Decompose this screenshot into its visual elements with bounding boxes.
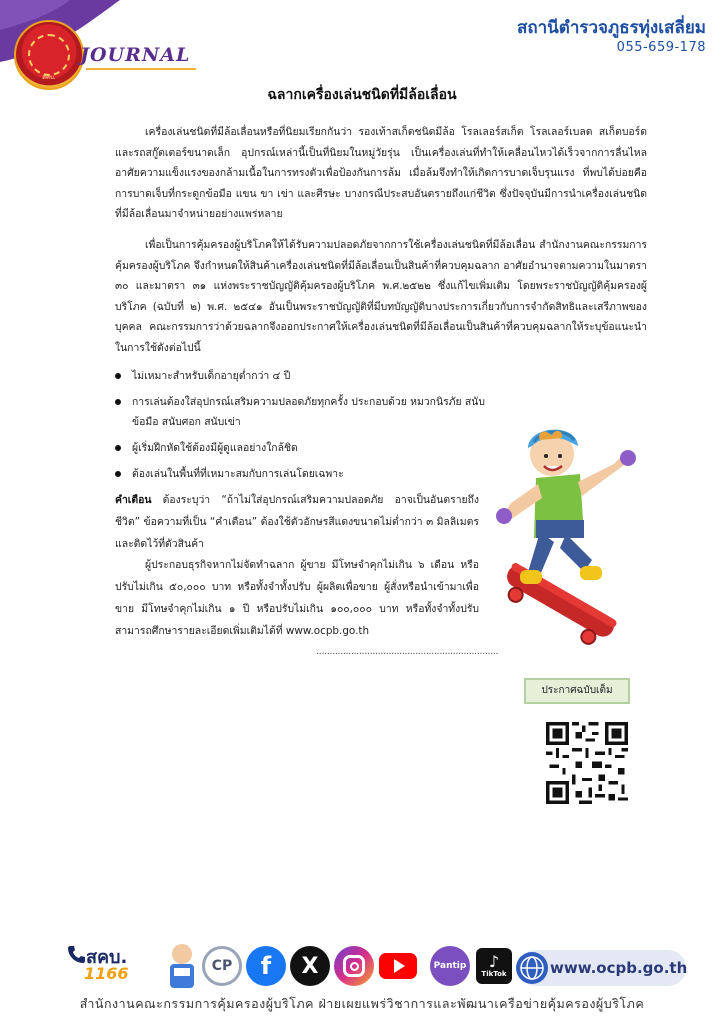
- website-link[interactable]: www.ocpb.go.th: [518, 950, 686, 986]
- phone-icon: [66, 944, 86, 964]
- intro-paragraph: เครื่องเล่นชนิดที่มีล้อเลื่อนหรือที่นิยมเรียกกันว่า รองเท้าสเก็ตชนิดมีล้อ โรลเลอร์สเก็ต โรลเลอร์เบลด สเก็ตบอร์ด และรถสกู๊ตเตอร์ขนาดเล็ก อุปกรณ์เหล่านี้เป็นที่นิยมในหมู่วัยรุ่น เป็นเครื่องเล่นที่ทำให้เคลื่อนไหวได้เร็วจากการลื่นไหล อาศัยความแข็งแรงของกล้ามเนื้อในการทรงตัวเพื่อป้องกันการล้ม เมื่อล้มจึงทำให้เกิดการบาดเจ็บรุนแรง ที่พบได้บ่อยคือการบาดเจ็บที่กระดูกข้อมือ แขน ขา เข่า และศีรษะ บางกรณีประสบอันตรายถึงแก่ชีวิต ซึ่งปัจจุบันมีการนำเครื่องเล่นชนิดที่มีล้อเลื่อนมาจำหน่ายอย่างแพร่หลาย: [115, 126, 647, 221]
- x-twitter-icon[interactable]: X: [290, 946, 330, 986]
- list-item: ไม่เหมาะสำหรับเด็กอายุต่ำกว่า ๔ ปี: [112, 366, 492, 386]
- usage-guidelines-list: [112, 366, 492, 490]
- footer-social-bar: [66, 940, 686, 996]
- mascot-icon: [162, 942, 202, 992]
- skateboarder-illustration: [480, 412, 660, 644]
- qr-code[interactable]: [546, 722, 628, 804]
- list-item: การเล่นต้องใส่อุปกรณ์เสริมความปลอดภัยทุกครั้ง ประกอบด้วย หมวกนิรภัย สนับข้อมือ สนับศอก สนับเข่า: [112, 392, 492, 432]
- dotted-separator: ....................................................................: [316, 646, 499, 657]
- journal-underline: [86, 68, 196, 70]
- tiktok-icon[interactable]: ♪ TikTok: [476, 948, 512, 984]
- instagram-icon[interactable]: [334, 946, 374, 986]
- station-phone: 055-659-178: [616, 40, 706, 55]
- list-item: ผู้เริ่มฝึกหัดใช้ต้องมีผู้ดูแลอย่างใกล้ชิด: [112, 438, 492, 458]
- regulation-paragraph: เพื่อเป็นการคุ้มครองผู้บริโภคให้ได้รับความปลอดภัยจากการใช้เครื่องเล่นชนิดที่มีล้อเลื่อน สำนักงานคณะกรรมการคุ้มครองผู้บริโภค จึงกำหนดให้สินค้าเครื่องเล่นชนิดที่มีล้อเลื่อนเป็นสินค้าที่ควบคุมฉลาก อาศัยอำนาจตามความในมาตรา ๓๐ และมาตรา ๓๑ แห่งพระราชบัญญัติคุ้มครองผู้บริโภค พ.ศ.๒๕๒๒ ซึ่งแก้ไขเพิ่มเติม โดยพระราชบัญญัติคุ้มครองผู้บริโภค (ฉบับที่ ๒) พ.ศ. ๒๕๔๑ อันเป็นพระราชบัญญัติที่มีบทบัญญัติบางประการเกี่ยวกับการจำกัดสิทธิและเสรีภาพของบุคคล คณะกรรมการว่าด้วยฉลากจึงออกประกาศให้เครื่องเล่นชนิดที่มีล้อเลื่อนเป็นสินค้าที่ควบคุมฉลากให้ระบุข้อแนะนำในการใช้ดังต่อไปนี้: [115, 239, 647, 354]
- facebook-icon[interactable]: f: [246, 946, 286, 986]
- penalty-paragraph: ผู้ประกอบธุรกิจหากไม่จัดทำฉลาก ผู้ขาย มีโทษจำคุกไม่เกิน ๖ เดือน หรือปรับไม่เกิน ๕๐,๐๐๐ บาท หรือทั้งจำทั้งปรับ ผู้ผลิตเพื่อขาย ผู้สั่งหรือนำเข้ามาเพื่อขาย มีโทษจำคุกไม่เกิน ๑ ปี หรือปรับไม่เกิน ๑๐๐,๐๐๐ บาท หรือทั้งจำทั้งปรับ สามารถศึกษารายละเอียดเพิ่มเติมได้ที่ www.ocpb.go.th: [115, 559, 479, 637]
- youtube-icon[interactable]: [378, 946, 418, 986]
- full-announcement-button[interactable]: ประกาศฉบับเต็ม: [524, 678, 630, 704]
- ocpb-direct-icon[interactable]: CP: [202, 946, 242, 986]
- page-title: ฉลากเครื่องเล่นชนิดที่มีล้อเลื่อน: [267, 87, 457, 103]
- footer-agency-text: สำนักงานคณะกรรมการคุ้มครองผู้บริโภค ฝ่ายเผยแพร่วิชาการและพัฒนาเครือข่ายคุ้มครองผู้บริโภค: [79, 996, 645, 1011]
- hotline-badge[interactable]: สคบ. 1166: [66, 942, 158, 986]
- station-name: สถานีตำรวจภูธรทุ่งเสลี่ยม: [516, 18, 706, 38]
- agency-seal-logo: สคบ.: [14, 20, 84, 90]
- warning-label: คำเตือน: [115, 494, 152, 506]
- globe-icon: [516, 952, 548, 984]
- warning-paragraph: คำเตือน ต้องระบุว่า “ถ้าไม่ใส่อุปกรณ์เสริมความปลอดภัย อาจเป็นอันตรายถึงชีวิต” ข้อความที่เป็น “คำเตือน” ต้องใช้ตัวอักษรสีแดงขนาดไม่ต่ำกว่า ๓ มิลลิเมตร และติดไว้ที่ตัวสินค้า: [115, 494, 479, 550]
- journal-logo-text: JOURNAL: [80, 44, 191, 66]
- pantip-icon[interactable]: Pantip: [430, 946, 470, 986]
- list-item: ต้องเล่นในพื้นที่ที่เหมาะสมกับการเล่นโดยเฉพาะ: [112, 464, 492, 484]
